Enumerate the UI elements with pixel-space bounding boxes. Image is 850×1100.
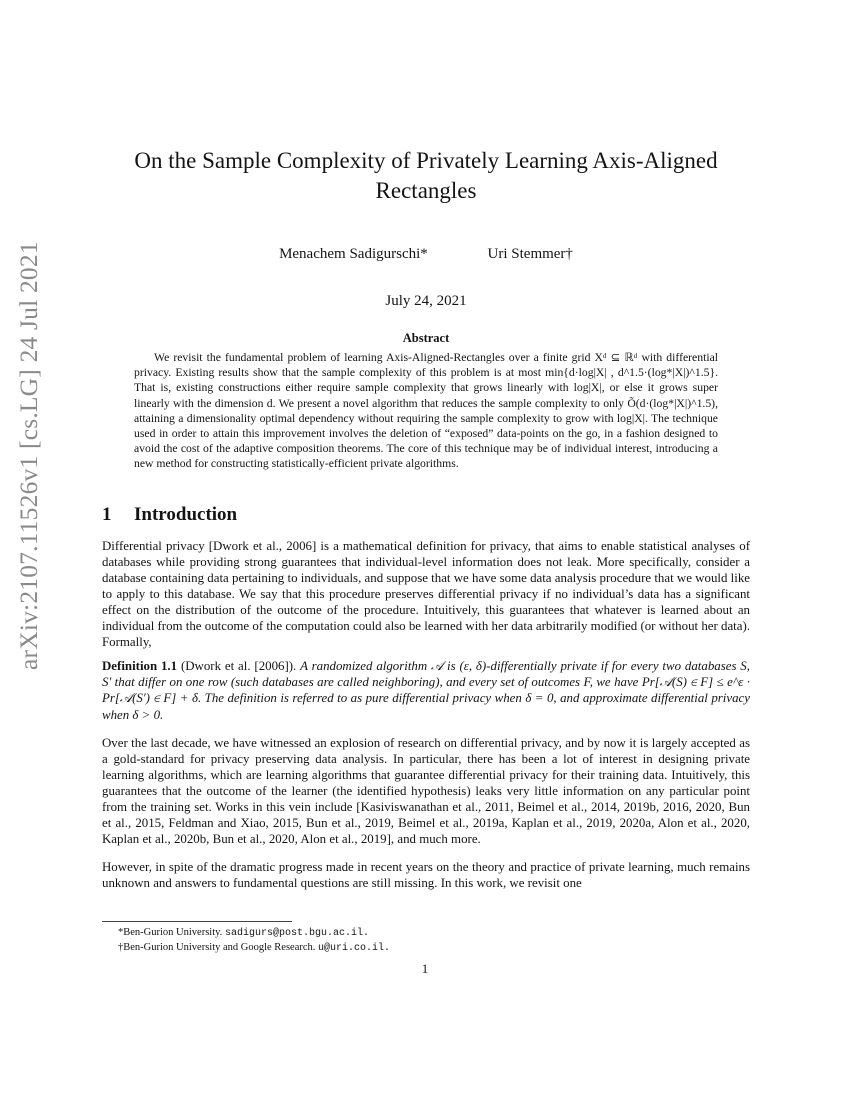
author-list bbox=[102, 246, 750, 263]
abstract-heading: Abstract bbox=[402, 331, 450, 345]
section-number: 1 bbox=[102, 503, 112, 525]
author-1: Menachem Sadigurschi* bbox=[279, 246, 428, 262]
author-2: Uri Stemmer† bbox=[487, 246, 573, 262]
section-title: Introduction bbox=[134, 503, 238, 525]
intro-paragraph-3: However, in spite of the dramatic progress made in recent years on the theory and practice of private learning, much remains unknown and answers to fundamental questions are still missing. In this work, we revisit one bbox=[102, 860, 750, 891]
footnote-2-text: †Ben-Gurion University and Google Research. bbox=[118, 941, 316, 953]
footnote-1-email[interactable]: sadigurs@post.bgu.ac.il. bbox=[224, 928, 369, 939]
section-heading bbox=[102, 504, 750, 526]
abstract-text: We revisit the fundamental problem of learning Axis-Aligned-Rectangles over a finite grid Xᵈ ⊆ ℝᵈ with differential privacy. Existing results show that the sample complexity of this problem is at most min{d·log|X| , d^1.5·(log*|X|)^1.5}. That is, existing constructions either require sample complexity that grows linearly with log|X|, or else it grows super linearly with the dimension d. We present a novel algorithm that reduces the sample complexity to only Õ(d·(log*|X|)^1.5), attaining a dimensionality optimal dependency without requiring the sample complexity to grow with log|X|. The technique used in order to attain this improvement involves the deletion of “exposed” data-points on the go, in a fashion designed to avoid the cost of the adaptive composition theorems. The core of this technique may be of individual interest, introducing a new method for constructing statistically-efficient private algorithms. bbox=[134, 351, 718, 471]
arxiv-identifier: arXiv:2107.11526v1 [cs.LG] 24 Jul 2021 bbox=[14, 241, 43, 670]
footnotes bbox=[102, 921, 750, 955]
paper-title: On the Sample Complexity of Privately Learning Axis-Aligned Rectangles bbox=[134, 148, 718, 203]
footnote-1-text: *Ben-Gurion University. bbox=[118, 927, 223, 938]
definition-block bbox=[102, 658, 750, 722]
paper-page bbox=[102, 146, 750, 892]
page-number: 1 bbox=[421, 961, 429, 976]
intro-paragraph-2: Over the last decade, we have witnessed an explosion of research on differential privacy, and by now it is largely accepted as a gold-standard for privacy preserving data analysis. In particular, there has been a lot of interest in designing private learning algorithms, which are learning algorithms that guarantee differential privacy for their training data. Intuitively, this guarantees that the outcome of the learner (the identified hypothesis) leaks very little information on any particular point from the training set. Works in this vein include [Kasiviswanathan et al., 2011, Beimel et al., 2014, 2019b, 2016, 2020, Bun et al., 2015, Feldman and Xiao, 2015, Bun et al., 2019, Beimel et al., 2019a, Kaplan et al., 2019, 2020a, Alon et al., 2020, Kaplan et al., 2020b, Bun et al., 2020, Alon et al., 2019], and much more. bbox=[102, 735, 750, 847]
definition-body: A randomized algorithm 𝒜 is (ε, δ)-differentially private if for every two databases S, S′ that differ on one row (such databases are called neighboring), and every set of outcomes F, we have Pr[𝒜(S) ∈ F] ≤ e^ε · Pr[𝒜(S′) ∈ F] + δ. The definition is referred to as pure differential privacy when δ = 0, and approximate differential privacy when δ > 0. bbox=[102, 659, 750, 722]
footnote-rule bbox=[102, 921, 292, 922]
definition-label: Definition 1.1 bbox=[102, 659, 178, 674]
definition-citation: (Dwork et al. [2006]). bbox=[180, 659, 297, 674]
footnote-2-email[interactable]: u@uri.co.il. bbox=[318, 942, 391, 954]
footnote-1 bbox=[102, 926, 750, 941]
paper-date: July 24, 2021 bbox=[385, 293, 467, 309]
intro-paragraph-1: Differential privacy [Dwork et al., 2006] is a mathematical definition for privacy, that aims to enable statistical analyses of databases while providing strong guarantees that individual-level information does not leak. More specifically, consider a database containing data pertaining to individuals, and suppose that we have some data analysis procedure that we would like to apply to this database. We say that this procedure preserves differential privacy if no individual’s data has a significant effect on the distribution of the outcome of the procedure. Intuitively, this guarantees that whatever is learned about an individual from the outcome of the computation could also be learned with her data arbitrarily modified (or without her data). Formally, bbox=[102, 538, 750, 650]
arxiv-sidebar-stamp bbox=[14, 241, 56, 670]
footnote-2 bbox=[102, 941, 750, 956]
